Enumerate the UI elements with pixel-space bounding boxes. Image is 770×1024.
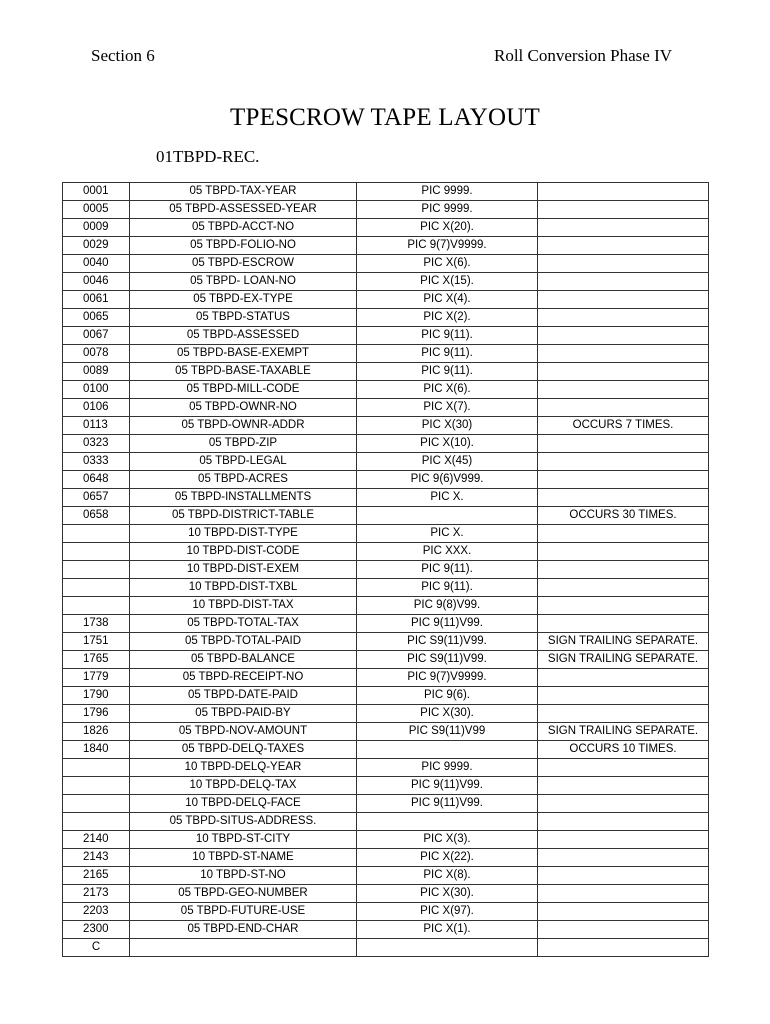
picture-cell: PIC X(30) xyxy=(357,417,538,435)
field-name-cell: 05 TBPD-INSTALLMENTS xyxy=(130,489,357,507)
table-row xyxy=(63,633,709,651)
picture-cell: PIC X. xyxy=(357,525,538,543)
table-row xyxy=(63,723,709,741)
picture-cell: PIC 9(6)V999. xyxy=(357,471,538,489)
field-name-cell: 05 TBPD-ESCROW xyxy=(130,255,357,273)
picture-cell: PIC X(30). xyxy=(357,705,538,723)
table-row xyxy=(63,939,709,957)
table-row xyxy=(63,921,709,939)
note-cell xyxy=(538,867,709,885)
position-cell: 0089 xyxy=(63,363,130,381)
field-name-cell: 05 TBPD-BASE-TAXABLE xyxy=(130,363,357,381)
picture-cell: PIC X(6). xyxy=(357,381,538,399)
table-row xyxy=(63,651,709,669)
field-name-cell: 10 TBPD-DIST-CODE xyxy=(130,543,357,561)
note-cell xyxy=(538,327,709,345)
table-row xyxy=(63,489,709,507)
position-cell: 1826 xyxy=(63,723,130,741)
field-name-cell: 05 TBPD-STATUS xyxy=(130,309,357,327)
position-cell xyxy=(63,777,130,795)
note-cell xyxy=(538,903,709,921)
field-name-cell: 05 TBPD-ZIP xyxy=(130,435,357,453)
position-cell xyxy=(63,597,130,615)
position-cell: 2300 xyxy=(63,921,130,939)
note-cell xyxy=(538,777,709,795)
note-cell xyxy=(538,201,709,219)
position-cell: 2140 xyxy=(63,831,130,849)
field-name-cell: 05 TBPD-DATE-PAID xyxy=(130,687,357,705)
table-row xyxy=(63,741,709,759)
note-cell: SIGN TRAILING SEPARATE. xyxy=(538,723,709,741)
field-name-cell: 05 TBPD-DELQ-TAXES xyxy=(130,741,357,759)
project-label: Roll Conversion Phase IV xyxy=(494,46,673,65)
position-cell: 1796 xyxy=(63,705,130,723)
picture-cell: PIC S9(11)V99. xyxy=(357,651,538,669)
picture-cell: PIC X(3). xyxy=(357,831,538,849)
field-name-cell: 05 TBPD-OWNR-NO xyxy=(130,399,357,417)
position-cell: 1738 xyxy=(63,615,130,633)
note-cell xyxy=(538,309,709,327)
position-cell: 2165 xyxy=(63,867,130,885)
position-cell: 0106 xyxy=(63,399,130,417)
position-cell: 0657 xyxy=(63,489,130,507)
position-cell: 2143 xyxy=(63,849,130,867)
picture-cell: PIC X(1). xyxy=(357,921,538,939)
picture-cell: PIC XXX. xyxy=(357,543,538,561)
position-cell: 0113 xyxy=(63,417,130,435)
field-name-cell: 10 TBPD-DELQ-FACE xyxy=(130,795,357,813)
table-row xyxy=(63,705,709,723)
field-name-cell: 10 TBPD-DIST-EXEM xyxy=(130,561,357,579)
picture-cell: PIC 9(7)V9999. xyxy=(357,237,538,255)
picture-cell: PIC X(22). xyxy=(357,849,538,867)
position-cell: 0078 xyxy=(63,345,130,363)
position-cell: 0005 xyxy=(63,201,130,219)
field-name-cell: 10 TBPD-DIST-TAX xyxy=(130,597,357,615)
note-cell xyxy=(538,759,709,777)
table-row xyxy=(63,273,709,291)
field-name-cell: 05 TBPD-EX-TYPE xyxy=(130,291,357,309)
table-row xyxy=(63,561,709,579)
note-cell xyxy=(538,381,709,399)
table-row xyxy=(63,687,709,705)
table-row xyxy=(63,363,709,381)
note-cell xyxy=(538,597,709,615)
note-cell xyxy=(538,453,709,471)
note-cell xyxy=(538,471,709,489)
picture-cell xyxy=(357,813,538,831)
position-cell: 0658 xyxy=(63,507,130,525)
picture-cell: PIC 9999. xyxy=(357,201,538,219)
note-cell: OCCURS 10 TIMES. xyxy=(538,741,709,759)
note-cell xyxy=(538,705,709,723)
position-cell: 2173 xyxy=(63,885,130,903)
field-name-cell: 05 TBPD-ASSESSED xyxy=(130,327,357,345)
field-name-cell: 05 TBPD-NOV-AMOUNT xyxy=(130,723,357,741)
table-row xyxy=(63,399,709,417)
tape-layout-table xyxy=(62,182,709,957)
picture-cell: PIC 9(11). xyxy=(357,345,538,363)
note-cell: OCCURS 7 TIMES. xyxy=(538,417,709,435)
position-cell: C xyxy=(63,939,130,957)
picture-cell: PIC X(97). xyxy=(357,903,538,921)
picture-cell: PIC 9(7)V9999. xyxy=(357,669,538,687)
position-cell: 1765 xyxy=(63,651,130,669)
table-row xyxy=(63,543,709,561)
position-cell xyxy=(63,795,130,813)
page-title: TPESCROW TAPE LAYOUT xyxy=(230,104,540,131)
note-cell xyxy=(538,561,709,579)
picture-cell: PIC S9(11)V99 xyxy=(357,723,538,741)
picture-cell: PIC X(6). xyxy=(357,255,538,273)
field-name-cell: 05 TBPD-RECEIPT-NO xyxy=(130,669,357,687)
table-row xyxy=(63,777,709,795)
picture-cell xyxy=(357,507,538,525)
table-row xyxy=(63,525,709,543)
position-cell: 0067 xyxy=(63,327,130,345)
picture-cell: PIC X(15). xyxy=(357,273,538,291)
note-cell xyxy=(538,831,709,849)
picture-cell: PIC X(7). xyxy=(357,399,538,417)
picture-cell: PIC 9(8)V99. xyxy=(357,597,538,615)
table-row xyxy=(63,183,709,201)
table-row xyxy=(63,849,709,867)
note-cell xyxy=(538,255,709,273)
picture-cell: PIC 9999. xyxy=(357,759,538,777)
picture-cell: PIC X(8). xyxy=(357,867,538,885)
note-cell xyxy=(538,813,709,831)
field-name-cell: 10 TBPD-DIST-TYPE xyxy=(130,525,357,543)
note-cell xyxy=(538,615,709,633)
picture-cell xyxy=(357,741,538,759)
picture-cell: PIC 9(11). xyxy=(357,579,538,597)
table-row xyxy=(63,759,709,777)
field-name-cell: 05 TBPD-SITUS-ADDRESS. xyxy=(130,813,357,831)
note-cell xyxy=(538,687,709,705)
table-row xyxy=(63,435,709,453)
note-cell xyxy=(538,291,709,309)
field-name-cell: 05 TBPD-TAX-YEAR xyxy=(130,183,357,201)
note-cell xyxy=(538,795,709,813)
field-name-cell: 05 TBPD-BALANCE xyxy=(130,651,357,669)
field-name-cell: 10 TBPD-DELQ-TAX xyxy=(130,777,357,795)
note-cell xyxy=(538,219,709,237)
position-cell: 0648 xyxy=(63,471,130,489)
table-row xyxy=(63,255,709,273)
position-cell: 0040 xyxy=(63,255,130,273)
table-row xyxy=(63,831,709,849)
position-cell: 0100 xyxy=(63,381,130,399)
field-name-cell: 05 TBPD-BASE-EXEMPT xyxy=(130,345,357,363)
picture-cell: PIC X(10). xyxy=(357,435,538,453)
position-cell: 2203 xyxy=(63,903,130,921)
position-cell: 0061 xyxy=(63,291,130,309)
note-cell xyxy=(538,273,709,291)
position-cell: 0323 xyxy=(63,435,130,453)
record-name: 01TBPD-REC. xyxy=(156,147,260,166)
note-cell xyxy=(538,579,709,597)
position-cell: 1840 xyxy=(63,741,130,759)
table-row xyxy=(63,291,709,309)
table-row xyxy=(63,201,709,219)
note-cell: SIGN TRAILING SEPARATE. xyxy=(538,633,709,651)
table-row xyxy=(63,813,709,831)
table-row xyxy=(63,345,709,363)
note-cell xyxy=(538,399,709,417)
tape-layout-body xyxy=(63,183,709,957)
picture-cell: PIC X(20). xyxy=(357,219,538,237)
note-cell xyxy=(538,435,709,453)
position-cell xyxy=(63,579,130,597)
field-name-cell: 10 TBPD-ST-NAME xyxy=(130,849,357,867)
field-name-cell: 05 TBPD-END-CHAR xyxy=(130,921,357,939)
position-cell: 0046 xyxy=(63,273,130,291)
position-cell xyxy=(63,525,130,543)
field-name-cell: 05 TBPD-ACCT-NO xyxy=(130,219,357,237)
note-cell xyxy=(538,345,709,363)
position-cell xyxy=(63,543,130,561)
picture-cell: PIC 9(11). xyxy=(357,363,538,381)
table-row xyxy=(63,381,709,399)
picture-cell: PIC X(45) xyxy=(357,453,538,471)
table-row xyxy=(63,579,709,597)
picture-cell: PIC X(30). xyxy=(357,885,538,903)
position-cell: 0001 xyxy=(63,183,130,201)
note-cell xyxy=(538,489,709,507)
position-cell: 1751 xyxy=(63,633,130,651)
picture-cell: PIC S9(11)V99. xyxy=(357,633,538,651)
field-name-cell: 05 TBPD-GEO-NUMBER xyxy=(130,885,357,903)
picture-cell: PIC 9(11). xyxy=(357,561,538,579)
field-name-cell: 10 TBPD-DIST-TXBL xyxy=(130,579,357,597)
field-name-cell: 05 TBPD-FUTURE-USE xyxy=(130,903,357,921)
table-row xyxy=(63,903,709,921)
table-row xyxy=(63,885,709,903)
table-row xyxy=(63,669,709,687)
picture-cell: PIC X. xyxy=(357,489,538,507)
field-name-cell: 05 TBPD- LOAN-NO xyxy=(130,273,357,291)
table-row xyxy=(63,795,709,813)
table-row xyxy=(63,507,709,525)
table-row xyxy=(63,597,709,615)
field-name-cell: 05 TBPD-ACRES xyxy=(130,471,357,489)
table-row xyxy=(63,615,709,633)
picture-cell: PIC 9999. xyxy=(357,183,538,201)
field-name-cell xyxy=(130,939,357,957)
note-cell xyxy=(538,939,709,957)
table-row xyxy=(63,417,709,435)
position-cell: 0029 xyxy=(63,237,130,255)
picture-cell: PIC X(2). xyxy=(357,309,538,327)
picture-cell: PIC 9(11). xyxy=(357,327,538,345)
table-row xyxy=(63,219,709,237)
field-name-cell: 05 TBPD-LEGAL xyxy=(130,453,357,471)
position-cell: 1790 xyxy=(63,687,130,705)
table-row xyxy=(63,237,709,255)
position-cell: 0009 xyxy=(63,219,130,237)
table-row xyxy=(63,867,709,885)
section-label: Section 6 xyxy=(91,46,155,65)
table-row xyxy=(63,309,709,327)
table-row xyxy=(63,453,709,471)
field-name-cell: 05 TBPD-TOTAL-TAX xyxy=(130,615,357,633)
picture-cell: PIC 9(11)V99. xyxy=(357,795,538,813)
position-cell xyxy=(63,561,130,579)
picture-cell xyxy=(357,939,538,957)
note-cell xyxy=(538,543,709,561)
picture-cell: PIC 9(11)V99. xyxy=(357,615,538,633)
field-name-cell: 10 TBPD-ST-CITY xyxy=(130,831,357,849)
note-cell xyxy=(538,885,709,903)
field-name-cell: 05 TBPD-MILL-CODE xyxy=(130,381,357,399)
table-row xyxy=(63,471,709,489)
position-cell xyxy=(63,813,130,831)
table-row xyxy=(63,327,709,345)
note-cell xyxy=(538,525,709,543)
field-name-cell: 05 TBPD-DISTRICT-TABLE xyxy=(130,507,357,525)
field-name-cell: 05 TBPD-ASSESSED-YEAR xyxy=(130,201,357,219)
note-cell xyxy=(538,921,709,939)
position-cell: 1779 xyxy=(63,669,130,687)
field-name-cell: 05 TBPD-FOLIO-NO xyxy=(130,237,357,255)
picture-cell: PIC 9(11)V99. xyxy=(357,777,538,795)
field-name-cell: 05 TBPD-TOTAL-PAID xyxy=(130,633,357,651)
note-cell xyxy=(538,237,709,255)
note-cell xyxy=(538,183,709,201)
note-cell: SIGN TRAILING SEPARATE. xyxy=(538,651,709,669)
note-cell xyxy=(538,363,709,381)
field-name-cell: 10 TBPD-DELQ-YEAR xyxy=(130,759,357,777)
position-cell xyxy=(63,759,130,777)
picture-cell: PIC X(4). xyxy=(357,291,538,309)
field-name-cell: 05 TBPD-OWNR-ADDR xyxy=(130,417,357,435)
note-cell xyxy=(538,669,709,687)
position-cell: 0333 xyxy=(63,453,130,471)
note-cell xyxy=(538,849,709,867)
field-name-cell: 05 TBPD-PAID-BY xyxy=(130,705,357,723)
field-name-cell: 10 TBPD-ST-NO xyxy=(130,867,357,885)
position-cell: 0065 xyxy=(63,309,130,327)
picture-cell: PIC 9(6). xyxy=(357,687,538,705)
note-cell: OCCURS 30 TIMES. xyxy=(538,507,709,525)
